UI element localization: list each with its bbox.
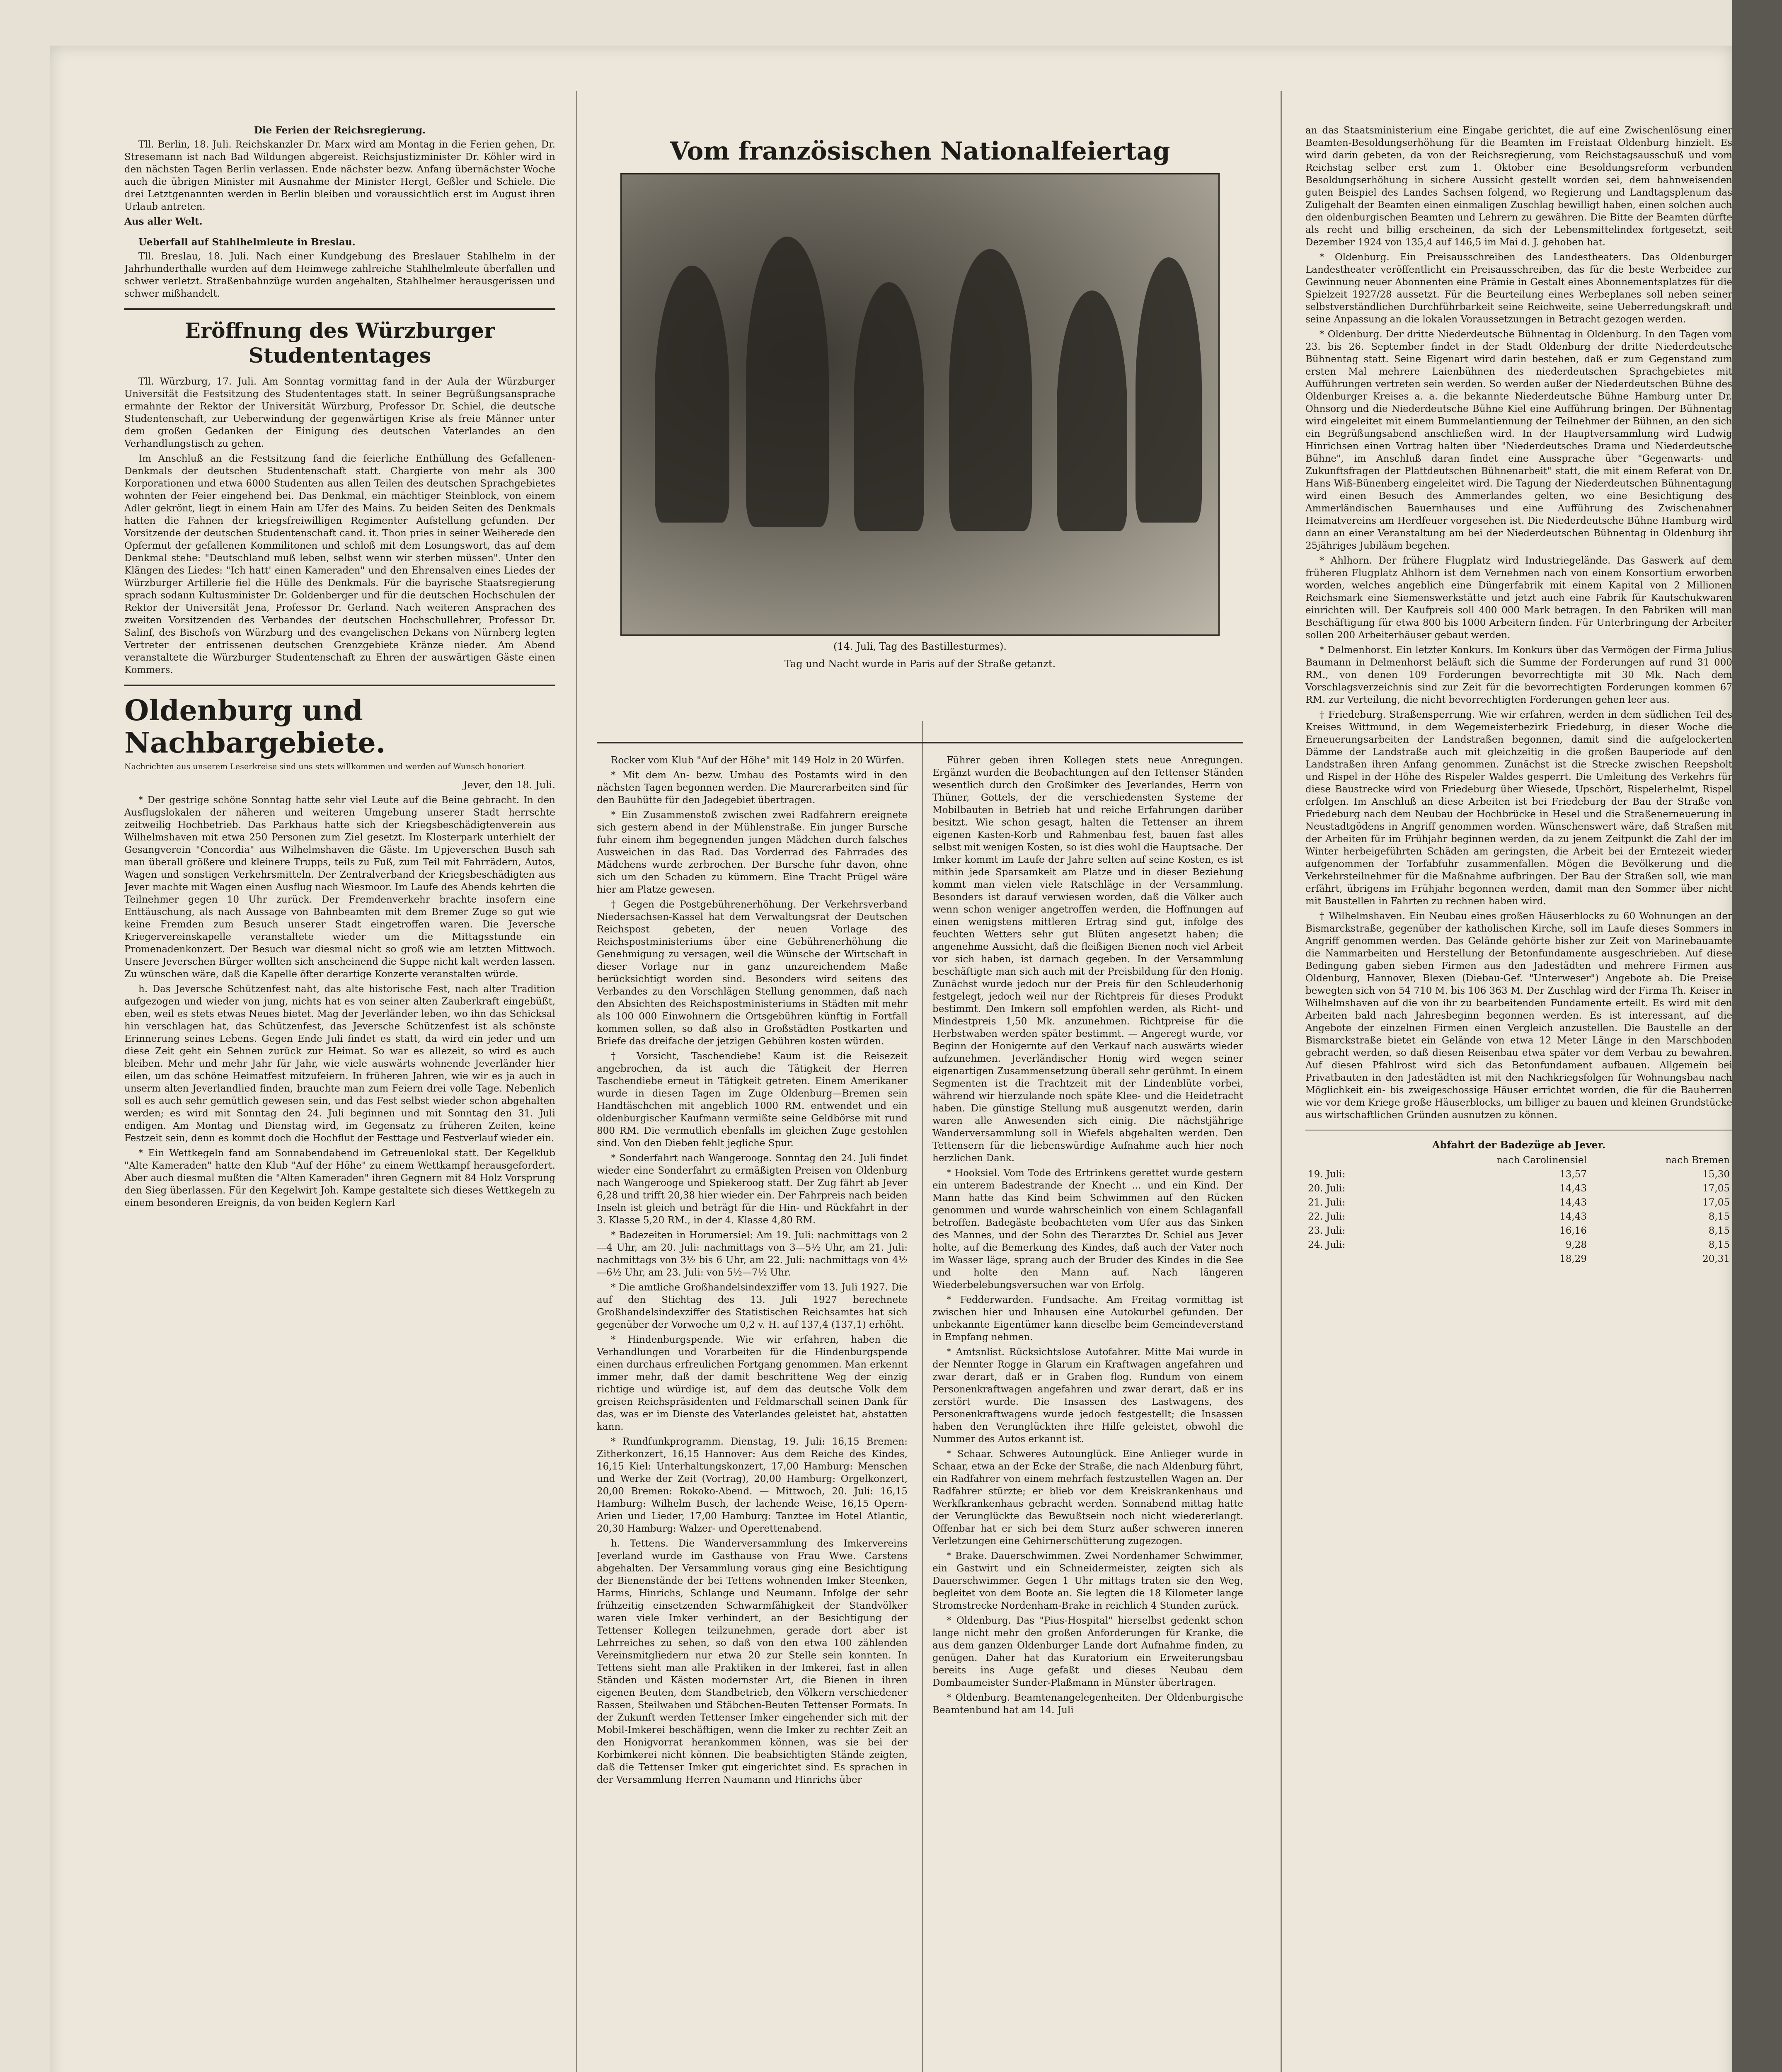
article-body: * Ein Wettkegeln fand am Sonnabendabend im Getreuenlokal statt. Der Kegelklub "Alte Kameraden" hatte den Klub "Auf der Höhe" zu einem Wettkampf herausgefordert. Aber auch diesmal mußten die "Alten Kameraden" ihren Gegnern mit 84 Holz Vorsprung den Sieg überlassen. Für den Kegelwirt Joh. Kampe gestaltete sich dieses Wettkegeln zu einem besonderen Ereignis, da von beiden Keglern Karl bbox=[124, 1148, 555, 1208]
table-row: 21. Juli: 14,43 17,05 bbox=[1308, 1197, 1730, 1208]
article-body: * Badezeiten in Horumersiel: Am 19. Juli: nachmittags von 2—4 Uhr, am 20. Juli: nachmittags von 3—5½ Uhr, am 21. Juli: nachmittags von 3½ bis 6 Uhr, am 22. Juli: nachmittags von 4½—6½ Uhr, am 23. Juli: von 5½—7½ Uhr. bbox=[597, 1230, 908, 1278]
section-label: Aus aller Welt. bbox=[124, 216, 203, 227]
column-rule-2 bbox=[1281, 91, 1282, 2072]
article-body: an das Staatsministerium eine Eingabe gerichtet, die auf eine Zwischenlösung einer Beamten-Besoldungserhöhung für die Beamten im Freistaat Oldenburg hinzielt. Es wird darin gebeten, da von der Reichsregierung, vom Reichstagsausschuß und vom Reichstag selber erst zum 1. Oktober eine Besoldungsreform verbunden Besoldungserhöhung in sichere Aussicht gestellt worden sei, dem bahnweisenden guten Beispiel des Landes Sachsen folgend, wo Regierung und Landtagsplenum das Zuligehalt der Beamten einen einmaligen Zuschlag bewilligt haben, einen solchen auch den oldenburgischen Beamten und Lehrern zu gewähren. Die Bitte der Beamten dürfte als recht und billig erscheinen, da sich der Lebensmittelindex fortgesetzt, seit Dezember 1924 von 135,4 auf 146,5 im Mai d. J. gehoben hat. bbox=[1305, 125, 1732, 248]
article-title: Ueberfall auf Stahlhelmleute in Breslau. bbox=[138, 237, 356, 248]
table-row: 24. Juli: 9,28 8,15 bbox=[1308, 1239, 1730, 1250]
article-body: * Brake. Dauerschwimmen. Zwei Nordenhamer Schwimmer, ein Gastwirt und ein Schneidermeister, zeigten sich als Dauerschwimmer. Gegen 1 Uhr mittags traten sie den Weg, begleitet von dem Boote an. Sie legten die 18 Kilometer lange Stromstrecke Nordenham-Brake in reichlich 4 Stunden zurück. bbox=[932, 1551, 1243, 1611]
article-body: † Vorsicht, Taschendiebe! Kaum ist die Reisezeit angebrochen, da ist auch die Tätigkeit der Herren Taschendiebe erneut in Tätigkeit getreten. Einem Amerikaner wurde in diesen Tagen im Zuge Oldenburg—Bremen sein Handtäschchen mit angeblich 1000 RM. entwendet und ein oldenburgischer Kaufmann vermißte seine Geldbörse mit rund 800 RM. Die vermutlich ebenfalls im gleichen Zuge gestohlen sind. Von den Dieben fehlt jegliche Spur. bbox=[597, 1051, 908, 1149]
timetable bbox=[1305, 1153, 1732, 1266]
table-row: 18,29 20,31 bbox=[1559, 1254, 1730, 1264]
photo-caption: Tag und Nacht wurde in Paris auf der Straße getanzt. bbox=[784, 658, 1056, 670]
article-body: * Hooksiel. Vom Tode des Ertrinkens gerettet wurde gestern ein unterem Badestrande der Knecht ... und ein Kind. Der Mann hatte das Kind beim Schwimmen auf den Rücken genommen und wurde wahrscheinlich von einem Schlaganfall betroffen. Badegäste beobachteten vom Ufer aus das Sinken des Mannes, und der Sohn des Tierarztes Dr. Schiel aus Jever holte, auf die Bemerkung des Kindes, daß auch der Vater noch im Wasser läge, sprang auch der Bruder des Kindes in die See und holte den Mann auf. Nach längeren Wiederbelebungsversuchen war von Erfolg. bbox=[932, 1168, 1243, 1290]
article-body: * Oldenburg. Das "Pius-Hospital" hierselbst gedenkt schon lange nicht mehr den großen Anforderungen für Kranke, die aus dem ganzen Oldenburger Lande dort Aufnahme finden, zu genügen. Daher hat das Kuratorium ein Erweiterungsbau bereits ins Auge gefaßt und dieses Neubau dem Dombaumeister Sunder-Plaßmann in Münster übertragen. bbox=[932, 1615, 1243, 1688]
table-header-row bbox=[1305, 1153, 1732, 1167]
article-body: * Mit dem An- bezw. Umbau des Postamts wird in den nächsten Tagen begonnen werden. Die Maurerarbeiten sind für den Bauhütte für den Jadegebiet übertragen. bbox=[597, 770, 908, 806]
center-text-area bbox=[597, 742, 1243, 2072]
timetable-title: Abfahrt der Badezüge ab Jever. bbox=[1432, 1139, 1606, 1151]
article-body: * Oldenburg. Ein Preisausschreiben des Landestheaters. Das Oldenburger Landestheater veröffentlicht ein Preisausschreiben, das für die beste Werbeidee zur Gewinnung neuer Abonnenten eine Prämie in Gestalt eines Abonnementsplatzes für die Spielzeit 1927/28 aussetzt. Für die Beurteilung eines Werbeplanes soll neben seiner selbstverständlichen Durchführbarkeit seine Reichweite, seine Ueberredungskraft und seine Anpassung an die lokalen Voraussetzungen in Betracht gezogen werden. bbox=[1305, 252, 1732, 325]
article-body: † Friedeburg. Straßensperrung. Wie wir erfahren, werden in dem südlichen Teil des Kreises Wittmund, in dem Wegemeisterbezirk Friedeburg, in dieser Woche die Erneuerungsarbeiten der Landstraßen begonnen, damit sind die aufgelockerten Dämme der Landstraße auch mit gleichzeitig in die großen Bauperiode auf den Landstraßen ihren Anfang genommen. Zunächst ist die Strecke zwischen Reepsholt und Rispel in der Höhe des Rispeler Waldes gesperrt. Die Umleitung des Verkehrs für diese Baustrecke wird von Friedeburg über Wiesede, Upschört, Rispelerhelmt, Rispel erfolgen. Im Anschluß an diese Arbeiten ist bei Friedeburg der Bau der Straße von Friedeburg nach dem Neubau der Hochbrücke in Hesel und die Straßenerneuerung in Neustadtgödens in Angriff genommen worden. Wünschenswert wäre, daß Straßen mit der Arbeiten für im Frühjahr beginnen werden, da zu jenem Zeitpunkt die Zahl der im Winter herbeigeführten Schäden am geringsten, die Arbeit bei der Erntezeit wieder aufgenommen der Torfabfuhr zusammenfallen. Mögen die Bevölkerung und die Verkehrsteilnehmer für die Maßnahme aufbringen. Der Bau der Straßen soll, wie man erfährt, übrigens im Frühjahr begonnen werden, damit man den Sommer über nicht mit Baustellen in Fahrten zu rechnen haben wird. bbox=[1305, 709, 1732, 907]
column-header: nach Carolinensiel bbox=[1496, 1155, 1587, 1166]
article-body: Tll. Würzburg, 17. Juli. Am Sonntag vormittag fand in der Aula der Würzburger Universität die Festsitzung des Studententages statt. In seiner Begrüßungsansprache ermahnte der Rektor der Universität Würzburg, Professor Dr. Schiel, die deutsche Studentenschaft, zur Ueberwindung der gegenwärtigen Krise als freie Männer unter dem großen Gedanken der Einigung des deutschen Vaterlandes an den Verhandlungstisch zu gehen. bbox=[124, 376, 555, 449]
column-right bbox=[1305, 124, 1732, 2072]
article-body: * Der gestrige schöne Sonntag hatte sehr viel Leute auf die Beine gebracht. In den Ausflugslokalen der näheren und weiteren Umgebung unserer Stadt herrschte zeitweilig Hochbetrieb. Das Parkhaus hatte sich der Kriegsbeschädigtenverein aus Wilhelmshaven mit etwa 250 Personen zum Ziel gesetzt. Im Klosterpark unterhielt der Gesangverein "Concordia" aus Wilhelmshaven die Gäste. Im Upjeverschen Busch sah man überall größere und kleinere Trupps, teils zu Fuß, zum Teil mit Fahrrädern, Autos, Wagen und sonstigen Verkehrsmitteln. Der Zentralverband der Kriegsbeschädigten aus Jever machte mit Wagen einen Ausflug nach Wiesmoor. Im Laufe des Abends kehrten die Teilnehmer gegen 10 Uhr zurück. Der Fremdenverkehr brachte insofern eine Enttäuschung, als nach Aussage von Bahnbeamten mit dem Bremer Zuge so gut wie keine Fremden zum Besuch unserer Stadt eingetroffen waren. Die Jeversche Kriegervereinskapelle veranstaltete wieder um die Mittagsstunde ein Promenadenkonzert. Der Besuch war diesmal nicht so groß wie am letzten Mittwoch. Unsere Jeverschen Bürger wollten sich anscheinend die Suppe nicht kalt werden lassen. Zu wünschen wäre, daß die Kapelle öfter derartige Konzerte veranstalten würde. bbox=[124, 795, 555, 980]
divider bbox=[124, 308, 555, 310]
article-body: Tll. Breslau, 18. Juli. Nach einer Kundgebung des Breslauer Stahlhelm in der Jahrhunderthalle wurden auf dem Heimwege zahlreiche Stahlhelmleute überfallen und schwer verletzt. Straßenbahnzüge wurden angehalten, Stahlhelmer herausgerissen und schwer mißhandelt. bbox=[124, 251, 555, 299]
article-body: * Amtsnlist. Rücksichtslose Autofahrer. Mitte Mai wurde in der Nennter Rogge in Glarum ein Kraftwagen angefahren und zwar derart, daß er in Graben flog. Rundum von einem Personenkraftwagen angefahren und zwar derart, daß er ins zerstört wurde. Die Insassen des Lastwagens, des Personenkraftwagens wurde jedoch festgestellt; die Insassen haben den Verunglückten ihre Hilfe geleistet, obwohl die Nummer des Autos erkannt ist. bbox=[932, 1347, 1243, 1445]
article-body: h. Tettens. Die Wanderversammlung des Imkervereins Jeverland wurde im Gasthause von Frau Wwe. Carstens abgehalten. Der Versammlung voraus ging eine Besichtigung der Bienenstände der bei Tettens wohnenden Imker Steenken, Harms, Hinrichs, Schlange und Neumann. Infolge der sehr frühzeitig einsetzenden Schwarmfähigkeit der Standvölker waren viele Imker verhindert, an der Besichtigung der Tettenser Kollegen teilzunehmen, gerade dort aber ist Lehrreiches zu sehen, so daß von den etwa 100 zählenden Vereinsmitgliedern nur etwa 20 zur Stelle sein konnten. In Tettens sieht man alle Praktiken in der Imkerei, fast in allen Ständen und Kästen modernster Art, die Bienen in ihren eigenen Beuten, dem Standbetrieb, den Völkern verschiedener Rassen, Steilwaben und Stäbchen-Beuten Tettenser Formats. In der Zukunft werden Tettenser Imker eingehender sich mit der Mobil-Imkerei beschäftigen, wenn die Imker zu rechter Zeit an den Honigvorrat herankommen können, was sie bei der Korbimkerei nicht können. Die beabsichtigten Stände zeigten, daß die Tettenser Imker gut eingerichtet sind. Es sprachen in der Versammlung Herren Naumann und Hinrichs über bbox=[597, 1538, 908, 1785]
article-body: Rocker vom Klub "Auf der Höhe" mit 149 Holz in 20 Würfen. bbox=[611, 755, 905, 766]
article-body: h. Das Jeversche Schützenfest naht, das alte historische Fest, nach alter Tradition aufgezogen und wieder von jung, nichts hat es von seiner alten Zauberkraft eingebüßt, eben, weil es stets etwas Neues bietet. Mag der Jeverländer leben, wo ihn das Schicksal hin verschlagen hat, das Schützenfest, das Jeversche Schützenfest ist als schönste Erinnerung seines Lebens. Gegen Ende Juli findet es statt, da wird ein jeder und um diese Zeit geht ein Sehnen zurück zur Heimat. So war es allezeit, so wird es auch bleiben. Mehr und mehr Jahr für Jahr, wie viele auswärts wohnende Jeverländer hier eilen, um das schöne Heimatfest mitzufeiern. In früheren Jahren, wie wir es ja auch in unserm alten Jeverlandlied finden, brauchte man zum Feiern drei volle Tage. Nebenlich soll es auch sehr gemütlich gewesen sein, und das Fest selbst wieder schon abgehalten werden; es wird mit Sonntag den 24. Juli beginnen und mit Sonntag den 31. Juli endigen. Am Montag und Dienstag wird, im Gegensatz zu früheren Zeiten, keine Festzeit sein, denn es kommt doch die Hochflut der Festtage und Festverlauf wieder ein. bbox=[124, 984, 555, 1144]
scan-edge bbox=[1732, 0, 1782, 2072]
table-row: 19. Juli: 13,57 15,30 bbox=[1308, 1169, 1730, 1180]
dateline: Jever, den 18. Juli. bbox=[463, 779, 555, 791]
section-subline: Nachrichten aus unserem Leserkreise sind uns stets willkommen und werden auf Wunsch honoriert bbox=[124, 762, 525, 771]
column-header: nach Bremen bbox=[1665, 1155, 1730, 1166]
section-headline: Oldenburg und Nachbargebiete. bbox=[124, 694, 386, 760]
column-left bbox=[124, 124, 555, 2072]
article-title: Die Ferien der Reichsregierung. bbox=[254, 125, 426, 136]
article-body: * Ahlhorn. Der frühere Flugplatz wird Industriegelände. Das Gaswerk auf dem früheren Flugplatz Ahlhorn ist dem Vernehmen nach von einem Konsortium erworben worden, welches angeblich eine Düngerfabrik mit einem Kapital von 2 Millionen Reichsmark eine Siemenswerkstätte und jetzt auch eine Fabrik für Kautschukwaren einrichten will. Der Kaufpreis soll 400 000 Mark betragen. In den Fabriken will man Beschäftigung für etwa 800 bis 1000 Arbeitern finden. Für Unterbringung der Arbeiter sollen 200 Arbeiterhäuser gebaut werden. bbox=[1305, 555, 1732, 641]
article-body: * Fedderwarden. Fundsache. Am Freitag vormittag ist zwischen hier und Inhausen eine Autokurbel gefunden. Der unbekannte Eigentümer kann dieselbe beim Gemeindeverstand in Empfang nehmen. bbox=[932, 1295, 1243, 1343]
article-body: * Hindenburgspende. Wie wir erfahren, haben die Verhandlungen und Vorarbeiten für die Hindenburgspende einen durchaus erfreulichen Fortgang genommen. Man erkennt immer mehr, daß der damit beschrittene Weg der einzig richtige und würdige ist, auf dem das deutsche Volk dem greisen Reichspräsidenten und Feldmarschall seinen Dank für das, was er im Dienste des Vaterlandes geleistet hat, abstatten kann. bbox=[597, 1334, 908, 1432]
table-row: 20. Juli: 14,43 17,05 bbox=[1308, 1183, 1730, 1194]
article-body: * Sonderfahrt nach Wangerooge. Sonntag den 24. Juli findet wieder eine Sonderfahrt zu ermäßigten Preisen von Oldenburg nach Wangerooge und Spiekeroog statt. Der Zug fährt ab Jever 6,28 und trifft 20,38 hier wieder ein. Der Fahrpreis nach beiden Inseln ist gleich und beträgt für die Hin- und Rückfahrt in der 3. Klasse 5,20 RM., in der 4. Klasse 4,80 RM. bbox=[597, 1153, 908, 1226]
article-body: * Schaar. Schweres Autounglück. Eine Anlieger wurde in Schaar, etwa an der Ecke der Straße, die nach Aldenburg führt, ein Radfahrer von einem mehrfach festzustellen Wagen an. Der Radfahrer stürzte; er blieb vor dem Kreiskrankenhaus und Werkfkrankenhaus gebracht werden. Sonnabend mittag hatte der Verunglückte das Bewußtsein noch nicht wiedererlangt. Offenbar hat er sich bei dem Sturz außer schweren inneren Verletzungen eine Gehirnerschütterung zugezogen. bbox=[932, 1449, 1243, 1547]
news-photo bbox=[620, 173, 1220, 636]
photo-caption: (14. Juli, Tag des Bastillesturmes). bbox=[833, 641, 1007, 652]
table-row: 22. Juli: 14,43 8,15 bbox=[1308, 1211, 1730, 1222]
article-body: * Rundfunkprogramm. Dienstag, 19. Juli: 16,15 Bremen: Zitherkonzert, 16,15 Hannover: Aus dem Reiche des Kindes, 16,15 Kiel: Unterhaltungskonzert, 17,00 Hamburg: Menschen und Werke der Zeit (Vortrag), 20,00 Hamburg: Orgelkonzert, 20,00 Bremen: Rokoko-Abend. — Mittwoch, 20. Juli: 16,15 Hamburg: Wilhelm Busch, der lachende Weise, 16,15 Opern-Arien und Lieder, 17,00 Hamburg: Tanztee im Hotel Atlantic, 20,30 Hamburg: Walzer- und Operettenabend. bbox=[597, 1436, 908, 1534]
article-body: † Wilhelmshaven. Ein Neubau eines großen Häuserblocks zu 60 Wohnungen an der Bismarckstraße, gegenüber der katholischen Kirche, soll im Laufe dieses Sommers in Angriff genommen werden. Das Gelände gehörte bisher zur Zeit von Marinebauamte die Nammarbeiten und Herstellung der Betonfundamente ausgeschrieben. Auf diese Bedingung gaben sieben Firmen aus den Jadestädten und mehrere Firmen aus Oldenburg, Hannover, Blexen (Diebau-Gef. "Unterweser") Angebote ab. Die Preise bewegten sich von 54 710 M. bis 106 363 M. Der Zuschlag wird der Firma Th. Keiser in Wilhelmshaven auf die von ihr zu bearbeitenden Fundamente erteilt. Es wird mit den Arbeiten bald nach Jahresbeginn begonnen werden. Es ist interessant, auf die Angebote der einzelnen Firmen einen Vergleich anzustellen. Die Baustelle an der Bismarckstraße bietet ein Gelände von etwa 12 Meter Länge in den Marschboden gebracht werden, so daß diesen Reisenbau etwa später vor dem Verbau zu bewahren. Auf diesen Pfahlrost wird sich das Betonfundament aufbauen. Allgemein bei Privatbauten in den Jadestädten ist mit den Nachkriegsfolgen für Wohnungsbau nach Möglichkeit ein- bis zweigeschossige Häuser errichtet worden, die für die Bauherren wie vor dem Kriege große Häuserblocks, um billiger zu bauen und kleinen Grundstücke aus wirtschaftlichen Gründen ausnutzen zu können. bbox=[1305, 911, 1732, 1121]
article-body: Im Anschluß an die Festsitzung fand die feierliche Enthüllung des Gefallenen-Denkmals der deutschen Studentenschaft statt. Chargierte von mehr als 300 Korporationen und etwa 6000 Studenten aus allen Teilen des deutschen Sprachgebietes wohnten der Feier eingehend bei. Das Denkmal, ein mächtiger Steinblock, von einem Adler gekrönt, liegt in einem Hain am Ufer des Mains. Zu beiden Seiten des Denkmals hatten die Fahnen der kriegsfreiwilligen Regimenter Aufstellung gefunden. Der Vorsitzende der deutschen Studentenschaft cand. it. Thon pries in seiner Weiherede den Opfermut der gefallenen Kommilitonen und schloß mit dem Losungswort, das auf dem Denkmal stehe: "Deutschland muß leben, selbst wenn wir sterben müssen". Unter den Klängen des Liedes: "Ich hatt' einen Kameraden" und den Ehrensalven eines Liedes der Würzburger Artillerie fiel die Hülle des Denkmals. Für die bayrische Staatsregierung sprach sodann Kultusminister Dr. Goldenberger und für die deutschen Hochschulen der Rektor der Universität Jena, Professor Dr. Gerland. Nach weiteren Ansprachen des zweiten Vorsitzenden des Verbandes der deutschen Hochschullehrer, Professor Dr. Salinf, des Bischofs von Würzburg und des evangelischen Dekans von Nürnberg legten Vertreter der entrissenen deutschen Grenzgebiete Kränze nieder. Am Abend veranstaltete die Würzburger Studentenschaft zu Ehren der auswärtigen Gäste einen Kommers. bbox=[124, 453, 555, 675]
article-body: * Oldenburg. Beamtenangelegenheiten. Der Oldenburgische Beamtenbund hat am 14. Juli bbox=[932, 1692, 1243, 1716]
table-row: 23. Juli: 16,16 8,15 bbox=[1308, 1225, 1730, 1236]
article-body: * Ein Zusammenstoß zwischen zwei Radfahrern ereignete sich gestern abend in der Mühlenstraße. Ein junger Bursche fuhr einem ihm begegnenden jungen Mädchen durch falsches Ausweichen in das Rad. Das Vorderrad des Fahrrades des Mädchens wurde zerbrochen. Der Bursche fuhr davon, ohne sich um den Schaden zu kümmern. Eine Tracht Prügel wäre hier am Platze gewesen. bbox=[597, 810, 908, 895]
column-rule-1 bbox=[576, 91, 577, 2072]
article-body: Tll. Berlin, 18. Juli. Reichskanzler Dr. Marx wird am Montag in die Ferien gehen, Dr. Stresemann ist nach Bad Wildungen abgereist. Reichsjustizminister Dr. Köhler wird in den nächsten Tagen Berlin verlassen. Ende nächster bezw. Anfang übernächster Woche auch die übrigen Minister mit Ausnahme der Minister Hergt, Geßler und Schiele. Die drei Letztgenannten werden in Berlin bleiben und voraussichtlich erst im August ihren Urlaub antreten. bbox=[124, 139, 555, 212]
article-body: * Delmenhorst. Ein letzter Konkurs. Im Konkurs über das Vermögen der Firma Julius Baumann in Delmenhorst beläuft sich die Summe der Forderungen auf rund 31 000 RM., von denen 109 Forderungen bevorrechtigte mit 30 Mk. Nach dem Vorschlagsverzeichnis sind zur Zeit für die bevorrechtigten Forderungen kommen 67 RM. zur Verteilung, die nicht bevorrechtigten Forderungen gehen leer aus. bbox=[1305, 645, 1732, 705]
divider bbox=[124, 685, 555, 686]
center-subcolumn-b bbox=[932, 754, 1243, 1719]
article-body: * Die amtliche Großhandelsindexziffer vom 13. Juli 1927. Die auf den Stichtag des 13. Juli 1927 berechnete Großhandelsindexziffer des Statistischen Reichsamtes hat sich gegenüber der Vorwoche um 0,2 v. H. auf 137,4 (137,1) erhöht. bbox=[597, 1282, 908, 1330]
center-subcolumn-a bbox=[597, 754, 908, 1789]
divider bbox=[597, 742, 1243, 743]
article-body: * Oldenburg. Der dritte Niederdeutsche Bühnentag in Oldenburg. In den Tagen vom 23. bis 26. September findet in der Stadt Oldenburg der dritte Niederdeutsche Bühnentag statt. Seine Eigenart wird darin bestehen, daß er zum Gegenstand zum ersten Mal mehrere Laienbühnen des niederdeutschen Sprachgebietes mit Aufführungen vertreten sein werden. So werden außer der Niederdeutschen Bühne des Oldenburger Kreises a. a. die bekannte Niederdeutsche Bühne Hamburg unter Dr. Ohnsorg und die Niederdeutsche Bühne Kiel eine Aufführung bringen. Der Bühnentag wird eingeleitet mit einem Bummelantiennung der Teilnehmer der Bühnen, an den sich ein Begrüßungsabend anschließen wird. In der Hauptversammlung wird Ludwig Hinrichsen einen Vortrag halten über "Niederdeutsches Drama und Niederdeutsche Bühne", im Anschluß daran findet eine Aussprache über "Gegenwarts- und Zukunftsfragen der Plattdeutschen Bühnenarbeit" statt, die mit einem Referat von Dr. Hans Wiß-Bünenberg eingeleitet wird. Die Tagung der Niederdeutschen Bühnentagung wird einen Besuch des Ammerlandes gelten, wo eine Besichtigung des Ammerländischen Bauernhauses und eine Aufführung des Zwischenahner Heimatvereins am Herdfeuer vorgesehen ist. Die Niederdeutsche Bühne Hamburg wird dann an einer Veranstaltung am bei der Niederdeutschen Bühnentag in Oldenburg ihr 25jähriges Jubiläum begehen. bbox=[1305, 329, 1732, 551]
article-headline: Eröffnung des Würzburger Studententages bbox=[184, 318, 495, 368]
article-body: † Gegen die Postgebührenerhöhung. Der Verkehrsverband Niedersachsen-Kassel hat dem Verwaltungsrat der Deutschen Reichspost gebeten, der neuen Vorlage des Reichspostministeriums über eine Gebührenerhöhung die Genehmigung zu versagen, weil die Wünsche der Wirtschaft in dieser Vorlage nur in ganz unzureichendem Maße berücksichtigt worden sind. Besonders wird seitens des Verbandes zu den Vorschlägen Stellung genommen, daß nach den Absichten des Reichspostministeriums in Städten mit mehr als 100 000 Einwohnern die Ortsgebühren künftig in Fortfall kommen sollen, so daß also in Großstädten Postkarten und Briefe das dreifache der jetzigen Gebühren kosten würden. bbox=[597, 899, 908, 1047]
article-body: Führer geben ihren Kollegen stets neue Anregungen. Ergänzt wurden die Beobachtungen auf den Tettenser Ständen wesentlich durch den Großimker des Jeverlandes, Herrn von Thüner, Gottels, der die verschiedensten Systeme der Mobilbauten in Betrieb hat und reiche Erfahrungen darüber besitzt. Wie schon gesagt, halten die Tettenser an ihrem eigenen Kasten-Korb und Rahmenbau fest, bauen fast alles selbst mit wenigen Kosten, so ist dies wohl die Hauptsache. Der Imker kommt im Laufe der Jahre selten auf seine Kosten, es ist mithin jede Sparsamkeit am Platze und in dieser Beziehung kommt man vielen viele Ratschläge in der Versammlung. Besonders ist darauf verwiesen worden, daß die Völker auch wenn schon weniger angetroffen werden, die Hoffnungen auf einen wenigstens mittleren Ertrag sind gut, infolge des feuchten Wetters sehr gut Blüten angesetzt haben; die angenehme Aussicht, daß die fleißigen Bienen noch viel Arbeit vor sich haben, ist darnach gegeben. In der Versammlung beschäftigte man sich auch mit der Preisbildung für den Honig. Zunächst wurde jedoch nur der Preis für den Schleuderhonig festgelegt, jedoch weil nur der Richtpreis für dieses Produkt bestimmt. Den Imkern soll empfohlen werden, als Richt- und Mindestpreis 1,50 Mk. anzunehmen. Richtpreise für die Herbstwaben werden später bestimmt. — Angeregt wurde, vor Beginn der Honigernte auf den Verkauf nach auswärts wieder aufzunehmen. Jeverländischer Honig wird wegen seiner eigenartigen Zusammensetzung überall sehr gerühmt. In einem Segmenten ist die Trachtzeit mit der Lindenblüte vorbei, während wir hierzulande noch späte Klee- und die Heidetracht haben. Die günstige Stellung muß ausgenutzt werden, darin waren alle Anwesenden sich einig. Die nächstjährige Wanderversammlung soll in Wiefels abgehalten werden. Den Tettensern für die liebenswürdige Aufnahme auch hier noch herzlichen Dank. bbox=[932, 755, 1243, 1164]
photo-headline: Vom französischen Nationalfeiertag bbox=[670, 137, 1170, 166]
